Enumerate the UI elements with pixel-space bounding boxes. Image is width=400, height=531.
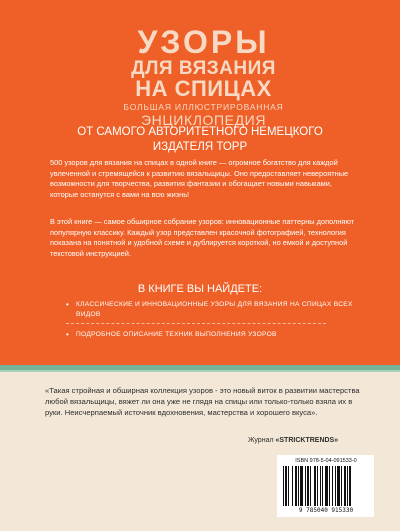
barcode-bar [335, 466, 336, 506]
light-green-band [0, 370, 400, 372]
list-divider [66, 323, 326, 324]
barcode-bar [295, 466, 297, 506]
isbn-label: ISBN 978-5-04-091533-0 [295, 458, 357, 464]
bullet-icon: • [66, 300, 70, 309]
title-line-3: НА СПИЦАХ [135, 76, 272, 101]
barcode-bar [349, 466, 351, 506]
bullet-icon: • [66, 329, 70, 339]
feature-list [66, 300, 356, 343]
barcode-bar [314, 466, 316, 506]
find-section-title: В КНИГЕ ВЫ НАЙДЕТЕ: [137, 283, 263, 295]
barcode-bar [305, 466, 306, 506]
barcode-digits: 9 785040 915330 [298, 507, 354, 514]
list-item [66, 300, 356, 320]
barcode-bar [344, 466, 346, 506]
quote-source-prefix: Журнал [248, 437, 276, 444]
review-quote: «Такая стройная и обширная коллекция узоров - это новый виток в развитии мастерства любой вязальщицы, вяжет ли она уже не глядя на спицы или только-только взяла их в руки. Неисчерпаемый источник вдохновения, мастерства и хорошего вкуса». [45, 386, 360, 417]
barcode-bar [322, 466, 323, 506]
barcode-bar [347, 466, 348, 506]
barcode-bar [292, 466, 293, 506]
list-item-text: КЛАССИЧЕСКИЕ И ИННОВАЦИОННЫЕ УЗОРЫ ДЛЯ ВЯЗАНИЯ НА СПИЦАХ ВСЕХ ВИДОВ [76, 301, 353, 318]
book-title-block [96, 26, 311, 127]
quote-source-name: «STRICKTRENDS» [275, 437, 339, 444]
barcode-bar [329, 466, 330, 506]
barcode-bar [325, 466, 328, 506]
barcode-bar [300, 466, 303, 506]
barcode-bar [310, 466, 311, 506]
barcode-bar [285, 466, 287, 506]
barcode-bar [337, 466, 340, 506]
barcode-bar [288, 466, 289, 506]
subtitle-line-1: БОЛЬШАЯ ИЛЛЮСТРИРОВАННАЯ [123, 102, 284, 112]
headline-line-2: ИЗДАТЕЛЯ ТОРР [152, 140, 248, 153]
barcode-bar [307, 466, 309, 506]
list-item [66, 330, 356, 340]
subtitle-line-2: ЭНЦИКЛОПЕДИЯ [140, 111, 267, 128]
barcode-bar [332, 466, 333, 506]
title-line-1: УЗОРЫ [137, 24, 270, 60]
barcode-bar [298, 466, 299, 506]
barcode-bar [317, 466, 318, 506]
quote-source [248, 437, 368, 444]
description-paragraph-1: 500 узоров для вязания на спицах в одной книге — огромное богатство для каждой увлеченной и стремящейся к развитию вязальщицы. Оно предоставляет невероятные возможности для творчества, развития фантазии и обогащает новыми навыками, которые останутся с вами на всю жизнь! [50, 158, 349, 199]
barcode-bar [320, 466, 321, 506]
barcode [277, 455, 374, 517]
description-paragraph-2: В этой книге — самое обширное собрание узоров: инновационные паттерны дополняют популярную классику. Каждый узор представлен красочной фотографией, технология показана на понятной и удобной схеме и дублируется короткой, но емкой и доступной текстовой инструкцией. [50, 217, 355, 258]
list-item-text: ПОДРОБНОЕ ОПИСАНИЕ ТЕХНИК ВЫПОЛНЕНИЯ УЗОРОВ [76, 330, 277, 338]
headline-line-1: ОТ САМОГО АВТОРИТЕТНОГО НЕМЕЦКОГО [77, 126, 323, 138]
barcode-bar [341, 466, 342, 506]
publisher-headline [60, 125, 340, 155]
barcode-bar [283, 466, 284, 506]
barcode-bars-icon [281, 466, 370, 506]
title-line-2: ДЛЯ ВЯЗАНИЯ [131, 58, 276, 79]
